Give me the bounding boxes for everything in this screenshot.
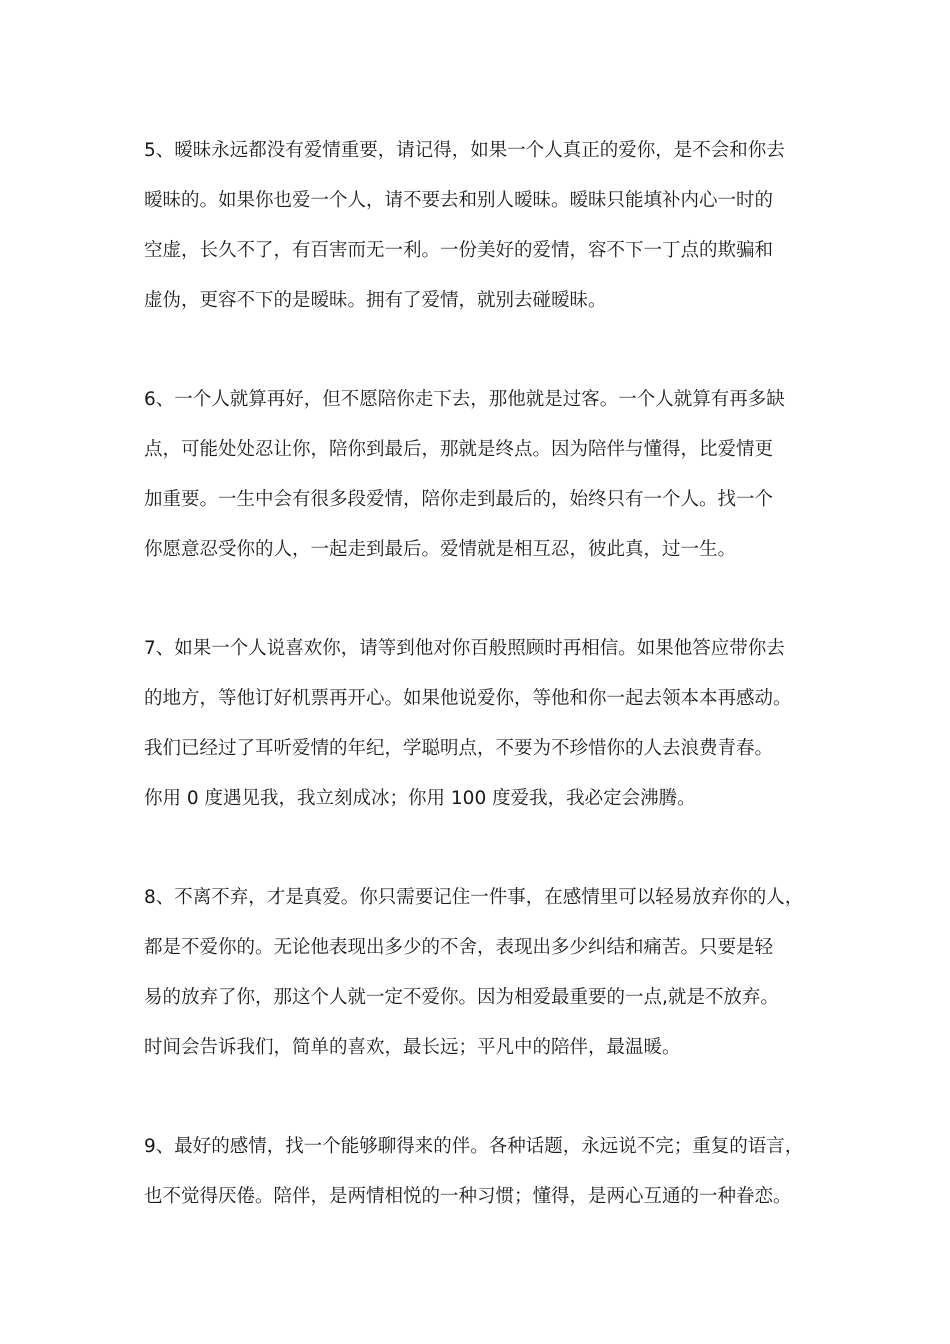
- text-line: 8、不离不弃，才是真爱。你只需要记住一件事，在感情里可以轻易放弃你的人，: [144, 887, 804, 908]
- text-line: 7、如果一个人说喜欢你，请等到他对你百般照顾时再相信。如果他答应带你去: [144, 638, 785, 659]
- text-line: 易的放弃了你，那这个人就一定不爱你。因为相爱最重要的一点,就是不放弃。: [144, 987, 779, 1008]
- text-line: 6、一个人就算再好，但不愿陪你走下去，那他就是过客。一个人就算有再多缺: [144, 389, 785, 410]
- text-line: 9、最好的感情，找一个能够聊得来的伴。各种话题，永远说不完；重复的语言，: [144, 1136, 804, 1157]
- text-line: 也不觉得厌倦。陪伴，是两情相悦的一种习惯；懂得，是两心互通的一种眷恋。: [144, 1186, 792, 1207]
- paragraph-5: [144, 126, 824, 326]
- paragraph-6: [144, 375, 824, 575]
- paragraph-9: [144, 1122, 824, 1222]
- text-line: 你用 0 度遇见我，我立刻成冰；你用 100 度爱我，我必定会沸腾。: [144, 788, 696, 809]
- text-line: 的地方，等他订好机票再开心。如果他说爱你，等他和你一起去领本本再感动。: [144, 688, 792, 709]
- text-line: 空虚，长久不了，有百害而无一利。一份美好的爱情，容不下一丁点的欺骗和: [144, 240, 774, 261]
- paragraph-8: [144, 873, 824, 1073]
- text-line: 时间会告诉我们，简单的喜欢，最长远；平凡中的陪伴，最温暖。: [144, 1037, 681, 1058]
- text-line: 我们已经过了耳听爱情的年纪，学聪明点，不要为不珍惜你的人去浪费青春。: [144, 738, 774, 759]
- paragraph-7: [144, 624, 824, 824]
- text-line: 你愿意忍受你的人，一起走到最后。爱情就是相互忍，彼此真，过一生。: [144, 539, 737, 560]
- text-line: 加重要。一生中会有很多段爱情，陪你走到最后的，始终只有一个人。找一个: [144, 489, 774, 510]
- text-line: 都是不爱你的。无论他表现出多少的不舍，表现出多少纠结和痛苦。只要是轻: [144, 937, 774, 958]
- text-line: 5、暧昧永远都没有爱情重要，请记得，如果一个人真正的爱你，是不会和你去: [144, 140, 785, 161]
- text-line: 暧昧的。如果你也爱一个人，请不要去和别人暧昧。暧昧只能填补内心一时的: [144, 190, 774, 211]
- text-line: 虚伪，更容不下的是暧昧。拥有了爱情，就别去碰暧昧。: [144, 290, 607, 311]
- text-line: 点，可能处处忍让你，陪你到最后，那就是终点。因为陪伴与懂得，比爱情更: [144, 439, 774, 460]
